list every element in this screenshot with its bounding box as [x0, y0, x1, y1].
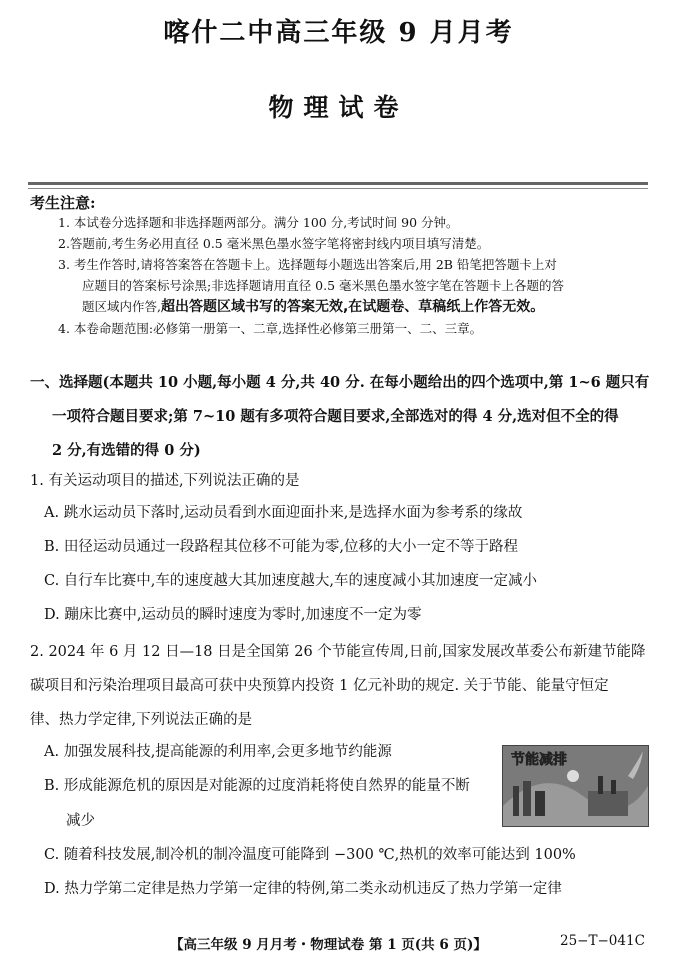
notice-item-continuation: 应题目的答案标号涂黑;非选择题请用直径 0.5 毫米黑色墨水签字笔在答题卡上各题的答 [82, 278, 565, 293]
question-1-option-c: C. 自行车比赛中,车的速度越大其加速度越大,车的速度减小其加速度一定减小 [44, 573, 538, 589]
notice-item: 4. 本卷命题范围:必修第一册第一、二章,选择性必修第三册第一、二、三章。 [58, 321, 483, 336]
section-line: 一项符合题目要求;第 7~10 题有多项符合题目要求,全部选对的得 4 分,选对但不全的得 [52, 408, 619, 425]
illustration-caption: 节能减排 [511, 752, 567, 768]
question-2-option-b-continuation: 减少 [66, 813, 95, 829]
energy-saving-illustration [502, 745, 649, 827]
question-2-option-d: D. 热力学第二定律是热力学第一定律的特例,第二类永动机违反了热力学第一定律 [44, 881, 562, 897]
question-2-option-b: B. 形成能源危机的原因是对能源的过度消耗将使自然界的能量不断 [44, 778, 470, 794]
notice-text: 题区域内作答, [82, 299, 161, 314]
question-1-option-d: D. 蹦床比赛中,运动员的瞬时速度为零时,加速度不一定为零 [44, 607, 422, 623]
section-instructions [30, 366, 655, 468]
divider-thick [28, 182, 648, 185]
paper-title: 物理试卷 [268, 93, 409, 122]
section-line: 一、选择题(本题共 10 小题,每小题 4 分,共 40 分. 在每小题给出的四个选项中,第 1~6 题只有 [30, 374, 650, 391]
notice-item: 2.答题前,考生务必用直径 0.5 毫米黑色墨水签字笔将密封线内项目填写清楚。 [58, 236, 490, 251]
energy-saving-illustration-graphic [503, 746, 648, 826]
footer-paper-code: 25−T−041C [560, 933, 645, 949]
question-1-option-a: A. 跳水运动员下落时,运动员看到水面迎面扑来,是选择水面为参考系的缘故 [44, 505, 523, 521]
question-1-option-b: B. 田径运动员通过一段路程其位移不可能为零,位移的大小一定不等于路程 [44, 539, 518, 555]
notice-list [58, 212, 658, 339]
notice-warning: 超出答题区域书写的答案无效,在试题卷、草稿纸上作答无效。 [160, 299, 545, 315]
notice-heading: 考生注意: [30, 194, 96, 212]
question-2-option-a: A. 加强发展科技,提高能源的利用率,会更多地节约能源 [44, 744, 392, 760]
footer-page-info: 【高三年级 9 月月考・物理试卷 第 1 页(共 6 页)】 [170, 937, 487, 953]
notice-item: 3. 考生作答时,请将答案答在答题卡上。选择题每小题选出答案后,用 2B 铅笔把答题卡上对 [58, 257, 557, 272]
divider-thin [28, 188, 648, 189]
notice-item-continuation [58, 296, 658, 318]
question-2-stem-line: 碳项目和污染治理项目最高可获中央预算内投资 1 亿元补助的规定. 关于节能、能量守恒定 [30, 678, 609, 694]
question-1-stem: 1. 有关运动项目的描述,下列说法正确的是 [30, 473, 300, 489]
section-line: 2 分,有选错的得 0 分) [52, 442, 201, 459]
notice-item: 1. 本试卷分选择题和非选择题两部分。满分 100 分,考试时间 90 分钟。 [58, 215, 459, 230]
exam-title: 喀什二中高三年级 9 月月考 [163, 18, 514, 48]
question-2-stem-line: 2. 2024 年 6 月 12 日—18 日是全国第 26 个节能宣传周,日前,国家发展改革委公布新建节能降 [30, 644, 646, 660]
question-2-stem-line: 律、热力学定律,下列说法正确的是 [30, 712, 253, 728]
question-2-option-c: C. 随着科技发展,制冷机的制冷温度可能降到 −300 ℃,热机的效率可能达到 100% [44, 847, 576, 863]
